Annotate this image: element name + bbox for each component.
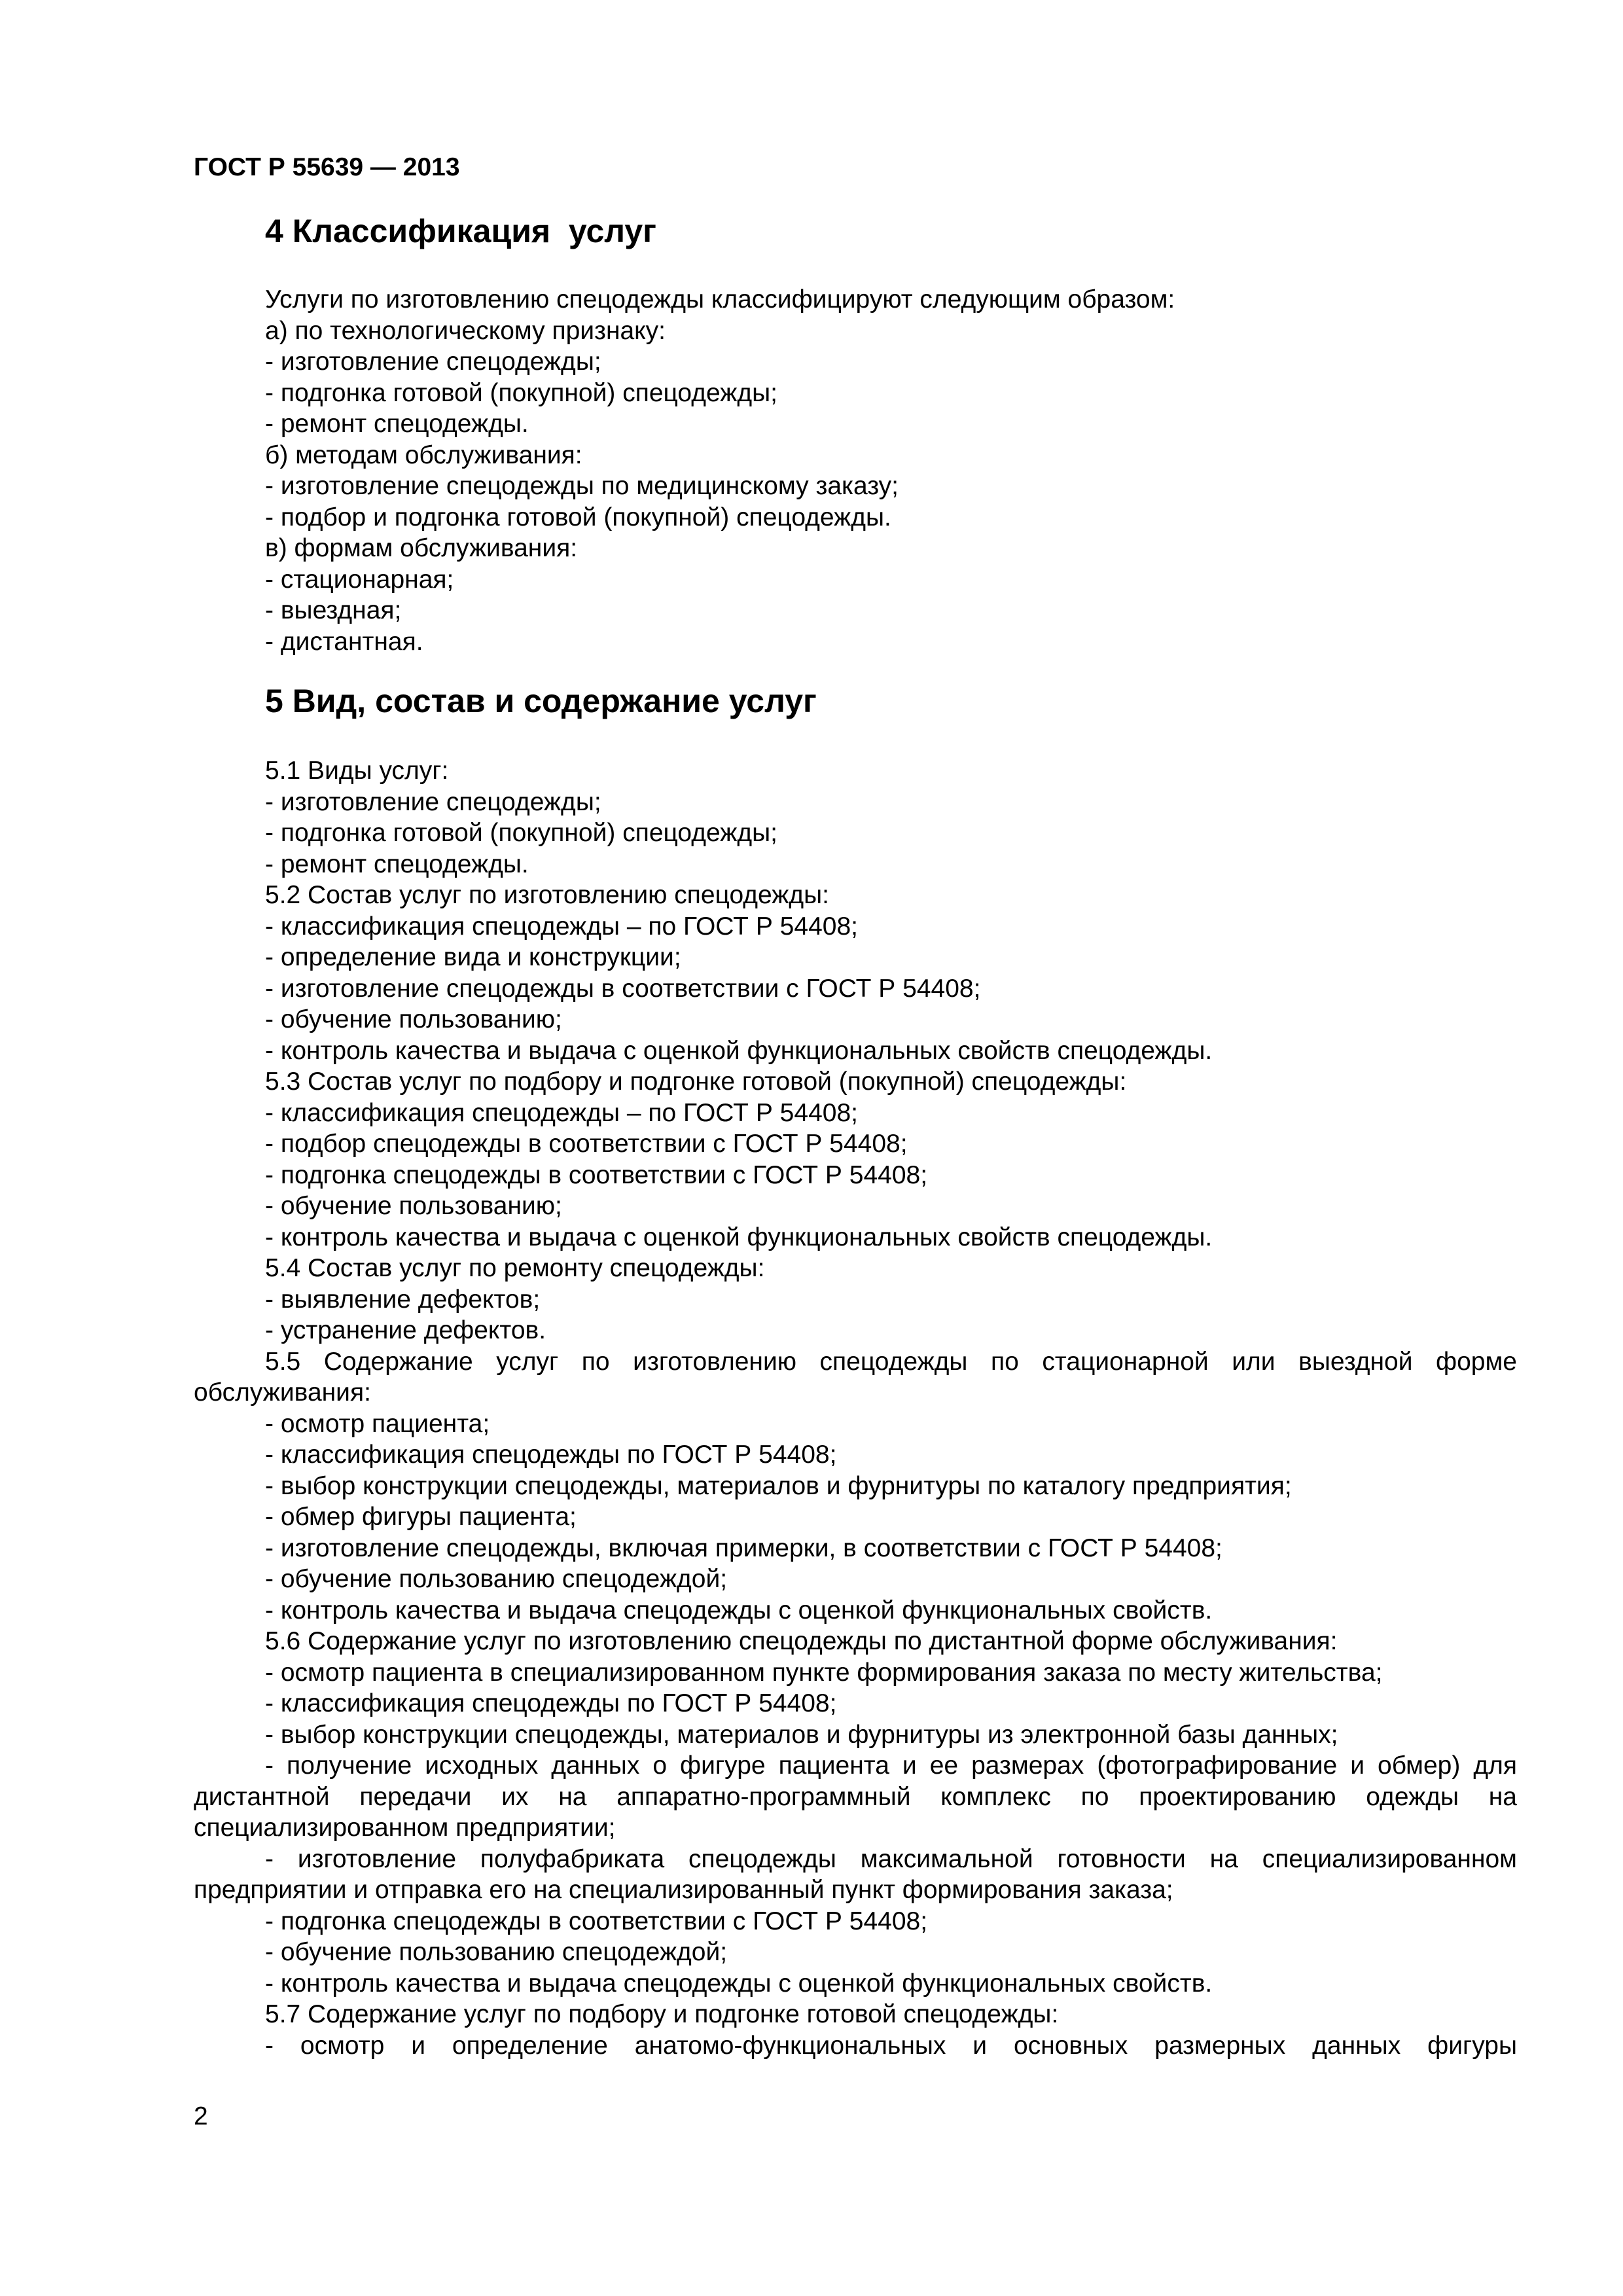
text-line: - обучение пользованию; bbox=[265, 1005, 562, 1033]
text-line: - устранение дефектов. bbox=[265, 1316, 546, 1344]
text-line: - классификация спецодежды по ГОСТ Р 54408; bbox=[265, 1689, 837, 1717]
text-line: - выбор конструкции спецодежды, материалов и фурнитуры по каталогу предприятия; bbox=[265, 1471, 1292, 1500]
text-line: - классификация спецодежды по ГОСТ Р 54408; bbox=[265, 1441, 837, 1469]
section-5-list bbox=[194, 755, 1517, 2061]
text-line: 5.2 Состав услуг по изготовлению спецодежды: bbox=[265, 881, 830, 909]
text-line: - классификация спецодежды – по ГОСТ Р 54408; bbox=[265, 912, 858, 941]
text-line: - выявление дефектов; bbox=[265, 1285, 541, 1314]
document-code-header: ГОСТ Р 55639 — 2013 bbox=[194, 153, 460, 181]
text-line: 5.4 Состав услуг по ремонту спецодежды: bbox=[265, 1254, 765, 1282]
text-line: 5.3 Состав услуг по подбору и подгонке готовой (покупной) спецодежды: bbox=[265, 1067, 1127, 1096]
text-line: - контроль качества и выдача с оценкой функциональных свойств спецодежды. bbox=[265, 1223, 1213, 1251]
text-line: - обучение пользованию спецодеждой; bbox=[265, 1565, 728, 1593]
text-line: - изготовление спецодежды в соответствии с ГОСТ Р 54408; bbox=[265, 974, 981, 1003]
paragraph-last: - осмотр и определение анатомо-функциональных и основных размерных данных фигуры bbox=[265, 2031, 1517, 2060]
text-line: - классификация спецодежды – по ГОСТ Р 54408; bbox=[265, 1098, 858, 1127]
document-body bbox=[194, 209, 1517, 2061]
text-line: - ремонт спецодежды. bbox=[265, 410, 529, 438]
text-line: 5.7 Содержание услуг по подбору и подгонке готовой спецодежды: bbox=[265, 2000, 1059, 2028]
text-line: - обучение пользованию; bbox=[265, 1192, 562, 1220]
section-4-list bbox=[194, 284, 1517, 657]
text-line: - обмер фигуры пациента; bbox=[265, 1503, 577, 1531]
text-line: - выездная; bbox=[265, 596, 402, 624]
text-line: - обучение пользованию спецодеждой; bbox=[265, 1938, 728, 1966]
text-line: 5.6 Содержание услуг по изготовлению спецодежды по дистантной форме обслуживания: bbox=[265, 1627, 1338, 1655]
text-line: - подгонка готовой (покупной) спецодежды; bbox=[265, 378, 777, 407]
text-line: - изготовление спецодежды; bbox=[265, 787, 601, 816]
section-4-title: 4 Классификация услуг bbox=[265, 213, 656, 249]
text-line: - ремонт спецодежды. bbox=[265, 850, 529, 878]
text-line: - подбор спецодежды в соответствии с ГОСТ Р 54408; bbox=[265, 1130, 908, 1158]
text-line: - выбор конструкции спецодежды, материалов и фурнитуры из электронной базы данных; bbox=[265, 1720, 1338, 1749]
text-line: б) методам обслуживания: bbox=[265, 440, 582, 469]
text-line: - контроль качества и выдача с оценкой функциональных свойств спецодежды. bbox=[265, 1036, 1213, 1065]
text-line: - изготовление спецодежды, включая примерки, в соответствии с ГОСТ Р 54408; bbox=[265, 1534, 1222, 1562]
text-line: - подгонка готовой (покупной) спецодежды; bbox=[265, 819, 777, 847]
text-line: - подгонка спецодежды в соответствии с ГОСТ Р 54408; bbox=[265, 1160, 928, 1189]
text-line: - осмотр пациента; bbox=[265, 1409, 490, 1438]
text-line: - дистантная. bbox=[265, 627, 423, 656]
text-line: - осмотр пациента в специализированном пункте формирования заказа по месту жительства; bbox=[265, 1658, 1383, 1687]
text-line: - подбор и подгонка готовой (покупной) спецодежды. bbox=[265, 503, 891, 531]
text-line: 5.1 Виды услуг: bbox=[265, 757, 449, 785]
text-line: - определение вида и конструкции; bbox=[265, 943, 681, 971]
text-line: - подгонка спецодежды в соответствии с ГОСТ Р 54408; bbox=[265, 1907, 928, 1935]
text-line: в) формам обслуживания: bbox=[265, 534, 578, 562]
paragraph-semi-product: - изготовление полуфабриката спецодежды максимальной готовности на специализированном предприятии и отправка его на специализированный пункт формирования заказа; bbox=[194, 1844, 1517, 1904]
paragraph-5-5: 5.5 Содержание услуг по изготовлению спецодежды по стационарной или выездной форме обслуживания: bbox=[194, 1347, 1517, 1407]
text-line: - контроль качества и выдача спецодежды с оценкой функциональных свойств. bbox=[265, 1969, 1213, 1998]
paragraph-input-data: - получение исходных данных о фигуре пациента и ее размерах (фотографирование и обмер) для дистантной передачи их на аппаратно-программный комплекс по проектированию одежды на специализированном предприятии; bbox=[194, 1751, 1517, 1842]
page-number: 2 bbox=[194, 2102, 208, 2130]
text-line: - стационарная; bbox=[265, 565, 454, 594]
text-line: - изготовление спецодежды по медицинскому заказу; bbox=[265, 472, 899, 500]
text-line: - контроль качества и выдача спецодежды с оценкой функциональных свойств. bbox=[265, 1596, 1213, 1624]
section-5-title: 5 Вид, состав и содержание услуг bbox=[265, 683, 817, 719]
text-line: - изготовление спецодежды; bbox=[265, 348, 601, 376]
text-line: Услуги по изготовлению спецодежды классифицируют следующим образом: bbox=[265, 285, 1175, 314]
text-line: а) по технологическому признаку: bbox=[265, 316, 666, 345]
